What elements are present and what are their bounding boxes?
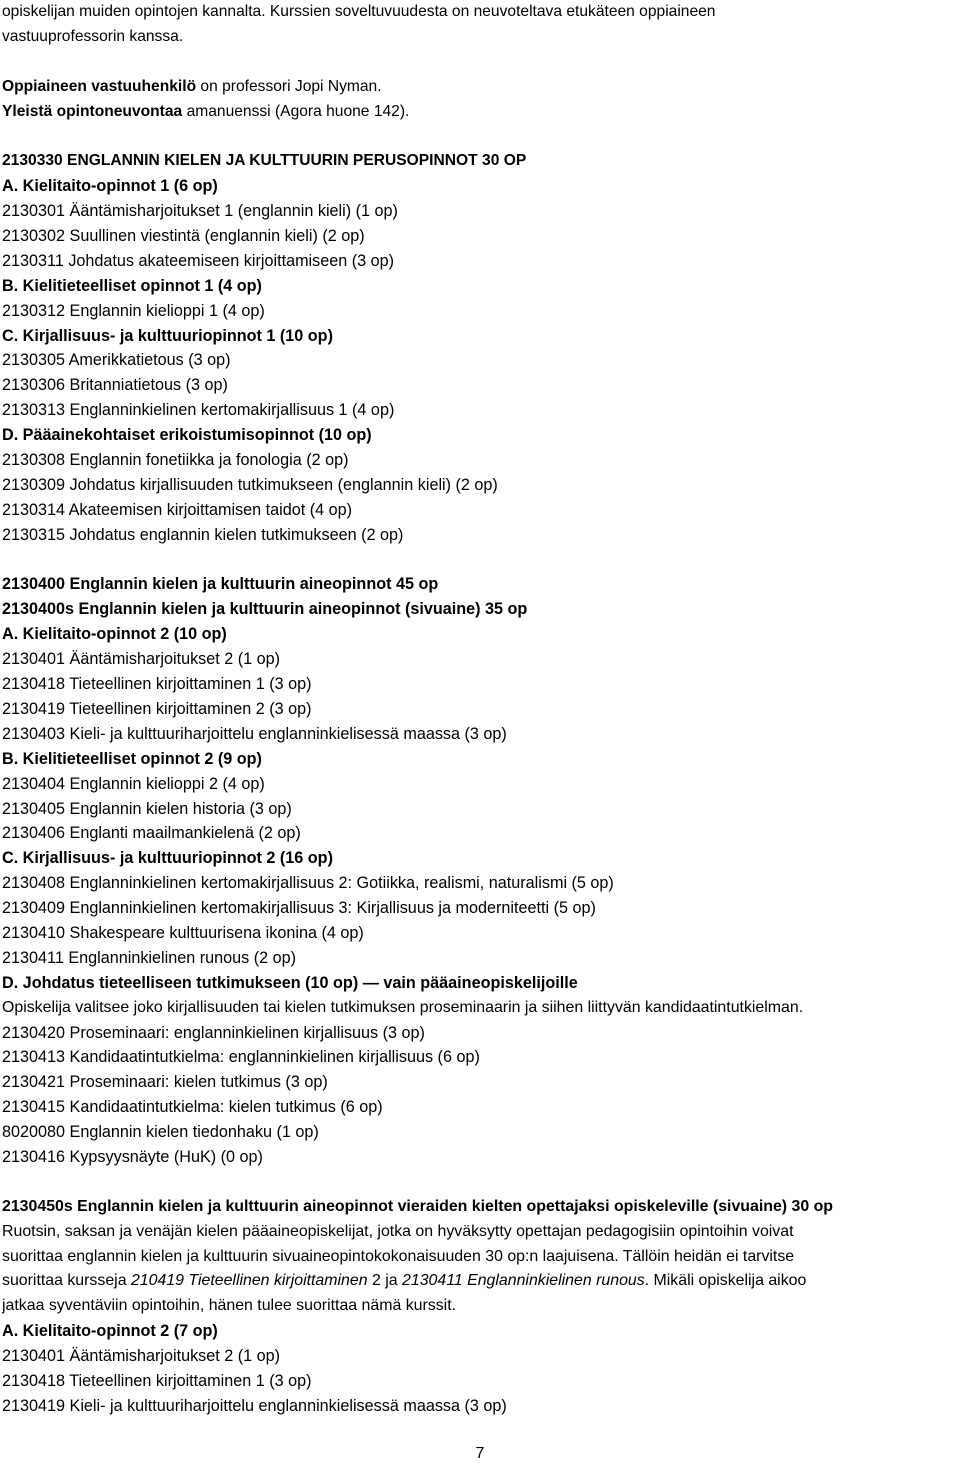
description-text: suorittaa kursseja — [2, 1272, 131, 1290]
section-heading: C. Kirjallisuus- ja kulttuuriopinnot 1 (10 op) — [2, 326, 333, 345]
spacer — [2, 124, 958, 149]
course-item: 2130405 Englannin kielen historia (3 op) — [2, 799, 292, 818]
course-item: 2130305 Amerikkatietous (3 op) — [2, 351, 231, 370]
section-heading: A. Kielitaito-opinnot 2 (10 op) — [2, 625, 227, 644]
intro-line-2: vastuuprofessorin kanssa. — [2, 27, 184, 45]
page-number: 7 — [475, 1445, 485, 1462]
section-heading: D. Pääainekohtaiset erikoistumisopinnot (10 op) — [2, 426, 372, 445]
course-item: 2130409 Englanninkielinen kertomakirjallisuus 3: Kirjallisuus ja moderniteetti (5 op) — [2, 899, 596, 918]
section-heading: A. Kielitaito-opinnot 2 (7 op) — [2, 1322, 218, 1341]
course-reference: 2130411 Englanninkielinen runous — [402, 1272, 645, 1290]
document-page — [2, 0, 958, 1419]
course-item: 2130309 Johdatus kirjallisuuden tutkimukseen (englannin kieli) (2 op) — [2, 475, 498, 494]
course-item: 2130410 Shakespeare kulttuurisena ikonina (4 op) — [2, 923, 364, 942]
course-item: 2130311 Johdatus akateemiseen kirjoittamiseen (3 op) — [2, 251, 395, 270]
section-heading: A. Kielitaito-opinnot 1 (6 op) — [2, 177, 218, 196]
section-note: Opiskelija valitsee joko kirjallisuuden tai kielen tutkimuksen proseminaarin ja siihen liittyvän kandidaatintutkielman. — [2, 998, 804, 1016]
responsible-label: Oppiaineen vastuuhenkilö — [2, 77, 197, 95]
section-heading: B. Kielitieteelliset opinnot 2 (9 op) — [2, 749, 262, 768]
description-text: 2 ja — [367, 1272, 403, 1290]
teacher-track-description — [2, 1220, 958, 1320]
spacer — [2, 548, 958, 573]
section-heading: D. Johdatus tieteelliseen tutkimukseen (10 op) — vain pääaineopiskelijoille — [2, 973, 578, 992]
course-item: 2130302 Suullinen viestintä (englannin kieli) (2 op) — [2, 227, 365, 246]
description-line: suorittaa englannin kielen ja kulttuurin sivuaineopintokokonaisuuden 30 op:n laajuisena. Tällöin heidän ei tarvitse — [2, 1247, 795, 1265]
course-item: 2130312 Englannin kielioppi 1 (4 op) — [2, 301, 265, 320]
course-item: 2130308 Englannin fonetiikka ja fonologia (2 op) — [2, 451, 349, 470]
course-item: 2130415 Kandidaatintutkielma: kielen tutkimus (6 op) — [2, 1098, 383, 1117]
basic-studies-heading: 2130330 ENGLANNIN KIELEN JA KULTTUURIN PERUSOPINNOT 30 OP — [2, 152, 527, 170]
course-item: 2130306 Britanniatietous (3 op) — [2, 376, 228, 395]
section-heading: B. Kielitieteelliset opinnot 1 (4 op) — [2, 276, 262, 295]
course-item: 2130314 Akateemisen kirjoittamisen taidot (4 op) — [2, 500, 353, 519]
course-item: 2130418 Tieteellinen kirjoittaminen 1 (3 op) — [2, 675, 312, 694]
course-item: 2130421 Proseminaari: kielen tutkimus (3 op) — [2, 1073, 328, 1092]
description-line: jatkaa syventäviin opintoihin, hänen tulee suorittaa nämä kurssit. — [2, 1297, 457, 1315]
responsible-text: on professori Jopi Nyman. — [196, 77, 382, 95]
course-item: 2130401 Ääntämisharjoitukset 2 (1 op) — [2, 650, 281, 669]
course-item: 2130411 Englanninkielinen runous (2 op) — [2, 948, 296, 967]
course-item: 2130418 Tieteellinen kirjoittaminen 1 (3 op) — [2, 1371, 312, 1390]
intermediate-heading: 2130400 Englannin kielen ja kulttuurin aineopinnot 45 op — [2, 575, 439, 594]
description-line: Ruotsin, saksan ja venäjän kielen pääaineopiskelijat, jotka on hyväksytty opettajan pedagogisiin opintoihin voivat — [2, 1222, 794, 1240]
course-item: 2130416 Kypsyysnäyte (HuK) (0 op) — [2, 1147, 263, 1166]
description-text: . Mikäli opiskelija aikoo — [644, 1272, 807, 1290]
course-reference: 210419 Tieteellinen kirjoittaminen — [130, 1272, 368, 1290]
course-item: 2130315 Johdatus englannin kielen tutkimukseen (2 op) — [2, 525, 404, 544]
spacer — [2, 1170, 958, 1195]
course-item: 2130408 Englanninkielinen kertomakirjallisuus 2: Gotiikka, realismi, naturalismi (5 op) — [2, 874, 614, 893]
responsible-person — [2, 75, 958, 100]
course-item: 2130413 Kandidaatintutkielma: englanninkielinen kirjallisuus (6 op) — [2, 1048, 480, 1067]
teacher-track-heading: 2130450s Englannin kielen ja kulttuurin aineopinnot vieraiden kielten opettajaksi opiskeleville (sivuaine) 30 op — [2, 1197, 833, 1215]
guidance-label: Yleistä opintoneuvontaa — [2, 102, 183, 120]
section-heading: C. Kirjallisuus- ja kulttuuriopinnot 2 (16 op) — [2, 849, 333, 868]
course-item: 2130401 Ääntämisharjoitukset 2 (1 op) — [2, 1347, 281, 1366]
general-guidance — [2, 100, 958, 125]
intro-line-1: opiskelijan muiden opintojen kannalta. Kurssien soveltuvuudesta on neuvoteltava etukäteen oppiaineen — [2, 3, 716, 20]
course-item: 2130419 Tieteellinen kirjoittaminen 2 (3 op) — [2, 699, 312, 718]
description-line — [2, 1269, 958, 1294]
course-item: 2130301 Ääntämisharjoitukset 1 (englannin kieli) (1 op) — [2, 202, 398, 221]
course-item: 2130419 Kieli- ja kulttuuriharjoittelu englanninkielisessä maassa (3 op) — [2, 1396, 507, 1415]
intermediate-minor-heading: 2130400s Englannin kielen ja kulttuurin aineopinnot (sivuaine) 35 op — [2, 600, 528, 619]
course-item: 8020080 Englannin kielen tiedonhaku (1 op) — [2, 1123, 319, 1142]
course-item: 2130403 Kieli- ja kulttuuriharjoittelu englanninkielisessä maassa (3 op) — [2, 724, 507, 743]
course-item: 2130406 Englanti maailmankielenä (2 op) — [2, 824, 301, 843]
guidance-text: amanuenssi (Agora huone 142). — [182, 102, 410, 120]
course-item: 2130313 Englanninkielinen kertomakirjallisuus 1 (4 op) — [2, 401, 395, 420]
spacer — [2, 50, 958, 75]
course-item: 2130404 Englannin kielioppi 2 (4 op) — [2, 774, 265, 793]
course-item: 2130420 Proseminaari: englanninkielinen kirjallisuus (3 op) — [2, 1023, 425, 1042]
